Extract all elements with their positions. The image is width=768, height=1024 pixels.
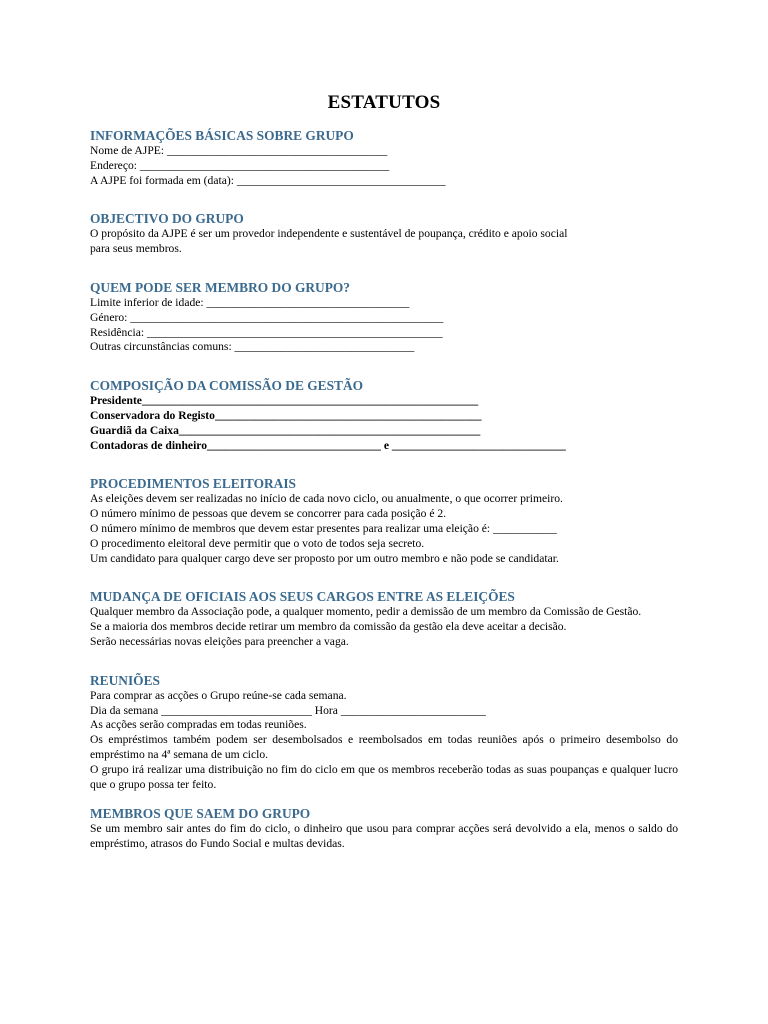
section-heading: PROCEDIMENTOS ELEITORAIS bbox=[90, 476, 296, 492]
section-committee bbox=[90, 378, 678, 453]
section-heading: OBJECTIVO DO GRUPO bbox=[90, 211, 244, 227]
address-line: Endereço: ___________________________________________ bbox=[90, 158, 390, 172]
president-line: Presidente__________________________________________________________ bbox=[90, 394, 479, 408]
section-heading: INFORMAÇÕES BÁSICAS SOBRE GRUPO bbox=[90, 128, 354, 143]
common-circumstances-line: Outras circunstâncias comuns: _______________________________ bbox=[90, 340, 415, 354]
registrar-line: Conservadora do Registo______________________________________________ bbox=[90, 408, 482, 422]
section-heading: QUEM PODE SER MEMBRO DO GRUPO? bbox=[90, 279, 350, 295]
money-counters-line: Contadoras de dinheiro______________________________ e ______________________________ bbox=[90, 438, 566, 452]
document-content bbox=[90, 92, 678, 875]
residence-line: Residência: ___________________________________________________ bbox=[90, 325, 443, 339]
election-rule: As eleições devem ser realizadas no início de cada novo ciclo, ou anualmente, o que ocorrer primeiro. bbox=[90, 492, 563, 506]
officer-rule: Se a maioria dos membros decide retirar um membro da comissão da gestão ela deve aceitar a decisão. bbox=[90, 620, 567, 634]
cashbox-keeper-line: Guardiã da Caixa____________________________________________________ bbox=[90, 423, 481, 437]
section-basic-info bbox=[90, 128, 678, 188]
meeting-day-time-line: Dia da semana __________________________ Hora _________________________ bbox=[90, 703, 486, 717]
objective-text: O propósito da AJPE é ser um provedor independente e sustentável de poupança, crédito e apoio social bbox=[90, 227, 568, 241]
officer-rule: Qualquer membro da Associação pode, a qualquer momento, pedir a demissão de um membro da Comissão de Gestão. bbox=[90, 605, 642, 619]
gender-line: Género: ______________________________________________________ bbox=[90, 310, 444, 324]
distribution-paragraph: O grupo irá realizar uma distribuição no fim do ciclo em que os membros receberão todas as suas poupanças e qualquer lucro que o grupo possa ter feito. bbox=[90, 762, 678, 791]
meeting-rule: Para comprar as acções o Grupo reúne-se cada semana. bbox=[90, 688, 347, 702]
section-heading: REUNIÕES bbox=[90, 672, 160, 688]
loan-paragraph: Os empréstimos também podem ser desembolsados e reembolsados em todas reuniões após o primeiro desembolso do empréstimo na 4ª semana de um ciclo. bbox=[90, 733, 678, 761]
section-heading: COMPOSIÇÃO DA COMISSÃO DE GESTÃO bbox=[90, 378, 364, 394]
formation-date-line: A AJPE foi formada em (data): ____________________________________ bbox=[90, 173, 446, 187]
section-meetings bbox=[90, 673, 678, 793]
section-elections bbox=[90, 476, 678, 566]
section-objective bbox=[90, 211, 678, 257]
election-rule: O procedimento eleitoral deve permitir que o voto de todos seja secreto. bbox=[90, 536, 425, 550]
election-rule: O número mínimo de membros que devem estar presentes para realizar uma eleição é: ___________ bbox=[90, 521, 557, 535]
section-heading: MUDANÇA DE OFICIAIS AOS SEUS CARGOS ENTRE AS ELEIÇÕES bbox=[90, 589, 515, 605]
section-leaving-members bbox=[90, 806, 678, 852]
section-heading: MEMBROS QUE SAEM DO GRUPO bbox=[90, 806, 311, 822]
election-rule: O número mínimo de pessoas que devem se concorrer para cada posição é 2. bbox=[90, 507, 447, 521]
section-officer-change bbox=[90, 589, 678, 649]
objective-text: para seus membros. bbox=[90, 242, 182, 256]
section-membership bbox=[90, 280, 678, 355]
leaving-paragraph: Se um membro sair antes do fim do ciclo, o dinheiro que usou para comprar acções será devolvido a ela, menos o saldo do empréstimo, atrasos do Fundo Social e multas devidas. bbox=[90, 822, 678, 851]
election-rule: Um candidato para qualquer cargo deve ser proposto por um outro membro e não pode se candidatar. bbox=[90, 551, 559, 565]
ajpe-name-line: Nome de AJPE: ______________________________________ bbox=[90, 144, 388, 157]
meeting-rule: As acções serão compradas em todas reuniões. bbox=[90, 718, 307, 732]
age-limit-line: Limite inferior de idade: ___________________________________ bbox=[90, 295, 410, 309]
officer-rule: Serão necessárias novas eleições para preencher a vaga. bbox=[90, 634, 349, 648]
document-title: ESTATUTOS bbox=[327, 92, 441, 113]
